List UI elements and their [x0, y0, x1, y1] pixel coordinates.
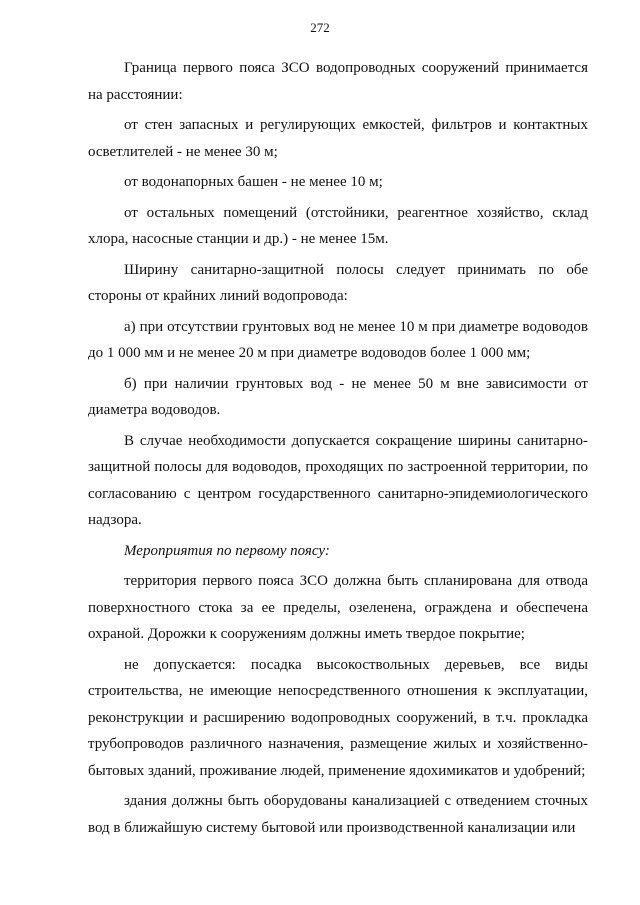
page-number: 272	[310, 20, 330, 35]
paragraph-sanitary-zone-boundary: Граница первого пояса ЗСО водопроводных сооружений принимается на расстоянии:	[88, 60, 588, 103]
paragraph-prohibited-activities: не допускается: посадка высокоствольных деревьев, все виды строительства, не имеющие непосредственного отношения к эксплуатации, реконструкции и расширению водопроводных сооружений, в т.ч. прокладка трубопроводов различного назначения, размещение жилых и хозяйственно-бытовых зданий, проживание людей, применение ядохимикатов и удобрений;	[88, 656, 588, 779]
paragraph-other-premises-distance: от остальных помещений (отстойники, реагентное хозяйство, склад хлора, насосные станции и др.) - не менее 15м.	[88, 204, 588, 247]
document-body	[88, 55, 588, 845]
paragraph-reservoirs-distance: от стен запасных и регулирующих емкостей, фильтров и контактных осветлителей - не менее 30 м;	[88, 117, 588, 160]
paragraph-with-groundwater: б) при наличии грунтовых вод - не менее 50 м вне зависимости от диаметра водоводов.	[88, 375, 588, 418]
paragraph-territory-requirements: территория первого пояса ЗСО должна быть спланирована для отвода поверхностного стока за ее пределы, озеленена, ограждена и обеспечена охраной. Дорожки к сооружениям должны иметь твердое покрытие;	[88, 573, 588, 642]
paragraph-protective-strip-width: Ширину санитарно-защитной полосы следует принимать по обе стороны от крайних линий водопровода:	[88, 261, 588, 304]
paragraph-sewerage-requirements: здания должны быть оборудованы канализацией с отведением сточных вод в ближайшую систему бытовой или производственной канализации или	[88, 793, 588, 836]
paragraph-water-towers-distance: от водонапорных башен - не менее 10 м;	[124, 174, 383, 190]
paragraph-no-groundwater: а) при отсутствии грунтовых вод не менее 10 м при диаметре водоводов до 1 000 мм и не менее 20 м при диаметре водоводов более 1 000 мм;	[88, 318, 588, 361]
paragraph-width-reduction: В случае необходимости допускается сокращение ширины санитарно-защитной полосы для водоводов, проходящих по застроенной территории, по согласованию с центром государственного санитарно-эпидемиологического надзора.	[88, 432, 588, 528]
section-heading-first-zone-measures: Мероприятия по первому поясу:	[124, 542, 330, 559]
